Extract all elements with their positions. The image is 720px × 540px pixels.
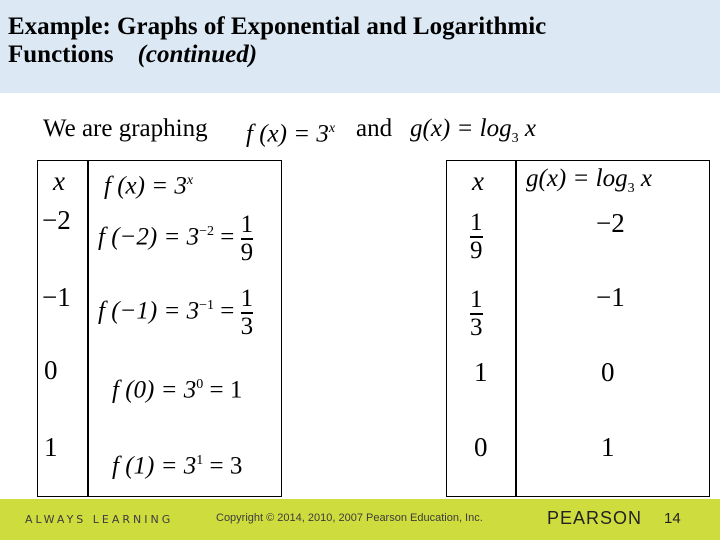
g-row-x: [470, 287, 483, 341]
title-line-1: Example: Graphs of Exponential and Logarithmic: [8, 13, 547, 40]
f-row-expr: f $(0) = 3^0 = 1$: [112, 376, 243, 404]
g-row-value: −2: [596, 208, 625, 238]
footer-tagline: ALWAYS LEARNING: [25, 513, 174, 526]
intro-g-def: $g(x) = \log_3 x$: [410, 115, 536, 146]
f-row-expr: f $(-2) = 3^{-2}$ = $\frac{1}{9}$: [98, 211, 254, 266]
g-header-gx: $g(x) = \log_3 x$: [526, 165, 652, 196]
f-row-x: 0: [44, 355, 58, 385]
f-header-fx: f $(x) = 3^x$: [104, 172, 194, 200]
g-header-x: x: [472, 166, 484, 196]
g-row-fraction: $\frac{1}{9}$: [470, 209, 483, 264]
f-header-x: x: [53, 166, 65, 196]
f-row-x: −1: [42, 282, 71, 312]
title-subtitle: (continued): [137, 41, 258, 68]
page-number: 14: [664, 510, 681, 527]
g-row-fraction: $\frac{1}{3}$: [470, 286, 483, 341]
intro-text: We are graphing: [43, 115, 208, 142]
footer-copyright: Copyright © 2014, 2010, 2007 Pearson Education, Inc.: [216, 512, 483, 524]
g-row-value: −1: [596, 282, 625, 312]
footer-band: [0, 499, 720, 540]
f-row-x: 1: [44, 432, 58, 462]
g-row-value: 0: [601, 357, 615, 387]
title-line-2: Functions (continued): [8, 41, 258, 68]
slide-title: [8, 13, 546, 69]
g-row-x: [470, 210, 483, 264]
intro-f-def: f $(x) = 3^x$: [246, 120, 336, 148]
f-row-expr: f $(-1) = 3^{-1}$ = $\frac{1}{3}$: [98, 285, 254, 340]
f-row-expr: f $(1) = 3^1 = 3$: [112, 452, 243, 480]
g-row-x: 1: [474, 357, 488, 387]
g-row-value: 1: [601, 432, 615, 462]
f-row-fraction: $\frac{1}{3}$: [240, 285, 254, 340]
g-row-x: 0: [474, 432, 488, 462]
intro-and: and: [356, 115, 393, 142]
f-row-x: −2: [42, 205, 71, 235]
pearson-logo: PEARSON: [547, 508, 643, 528]
f-row-fraction: $\frac{1}{9}$: [240, 211, 254, 266]
